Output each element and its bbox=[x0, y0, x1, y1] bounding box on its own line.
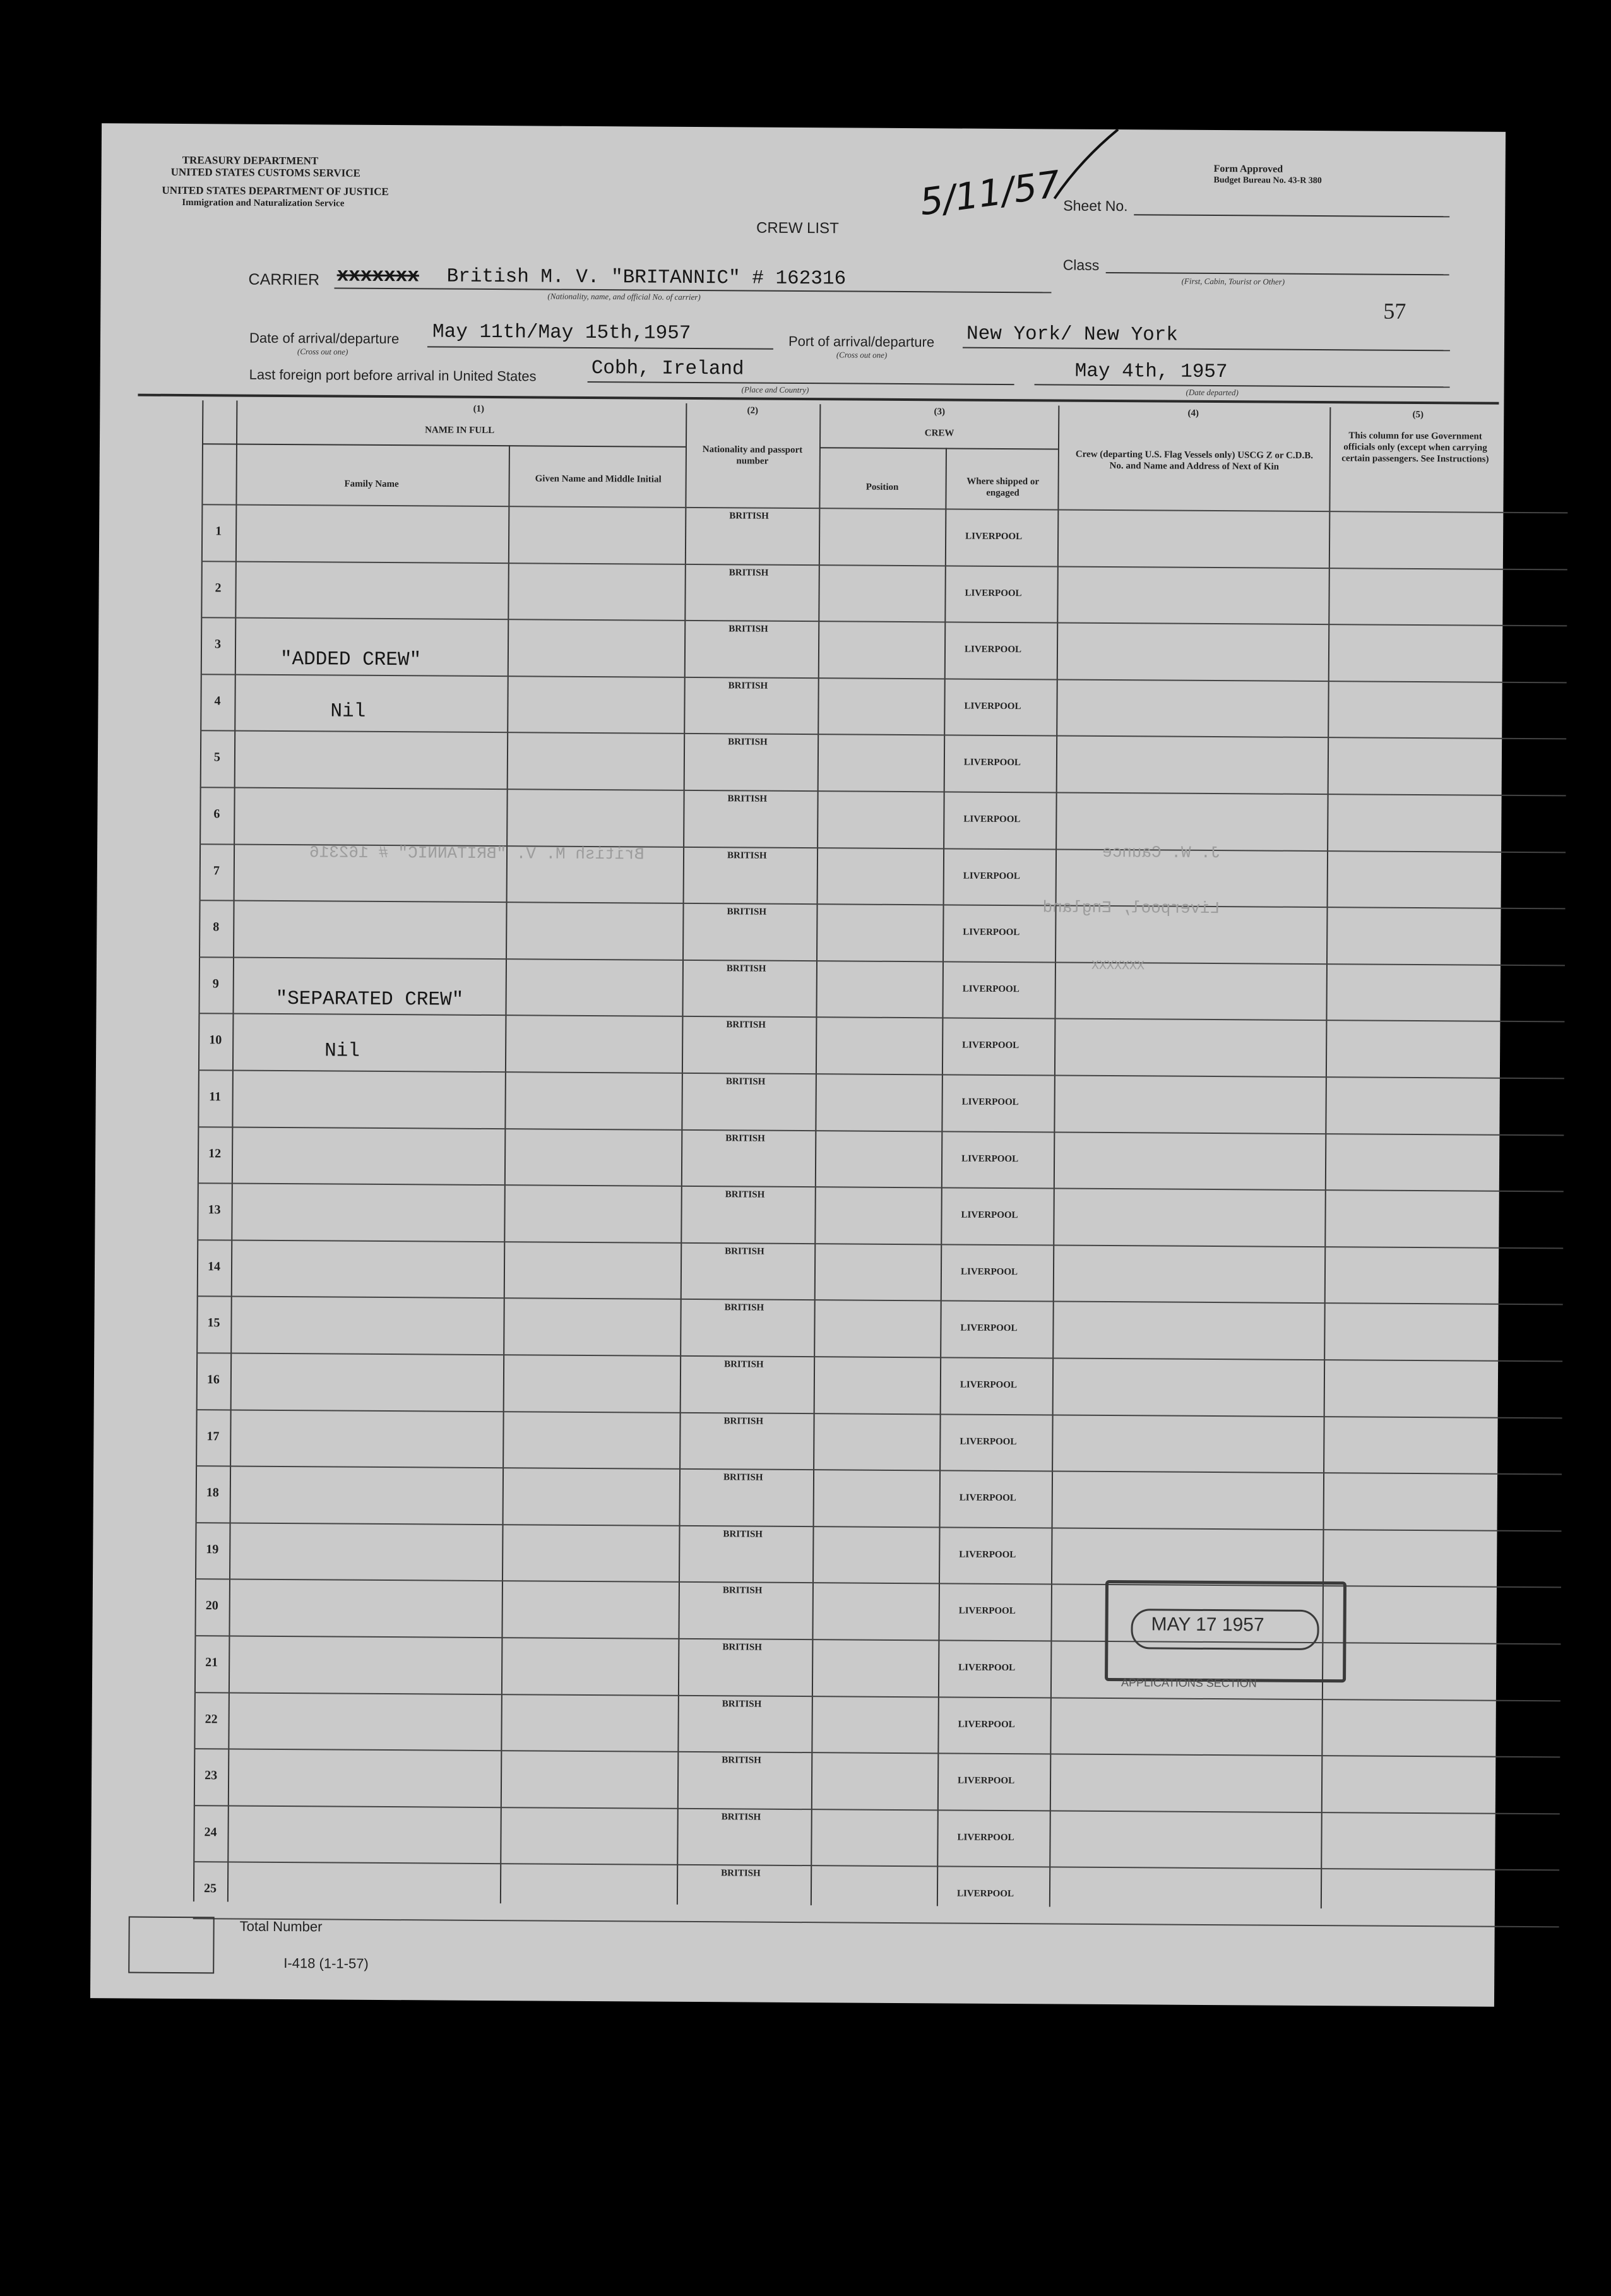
row-rule bbox=[196, 1409, 1562, 1419]
row-rule bbox=[199, 900, 1566, 909]
row-rule bbox=[195, 1578, 1561, 1588]
separated-crew-note: "SEPARATED CREW" bbox=[275, 987, 464, 1011]
row-rule bbox=[196, 1465, 1562, 1475]
nationality-cell: BRITISH bbox=[728, 681, 768, 691]
port-value: New York/ New York bbox=[966, 323, 1179, 347]
nationality-cell: BRITISH bbox=[727, 794, 768, 804]
sheet-no-line bbox=[1134, 214, 1449, 217]
row-number: 23 bbox=[205, 1768, 218, 1783]
where-shipped-cell: LIVERPOOL bbox=[964, 644, 1022, 655]
row-number: 21 bbox=[205, 1655, 218, 1670]
where-shipped-cell: LIVERPOOL bbox=[963, 927, 1020, 938]
col3a-position: Position bbox=[865, 482, 899, 492]
row-number: 3 bbox=[214, 637, 222, 651]
class-label: Class bbox=[1062, 256, 1100, 273]
nationality-cell: BRITISH bbox=[727, 850, 767, 861]
where-shipped-cell: LIVERPOOL bbox=[962, 984, 1020, 994]
dept-line-4: Immigration and Naturalization Service bbox=[182, 198, 345, 209]
row-rule bbox=[196, 1522, 1562, 1532]
date-departed-value: May 4th, 1957 bbox=[1074, 360, 1228, 384]
subhead-rule-3 bbox=[819, 447, 1058, 449]
row-number: 20 bbox=[205, 1598, 218, 1613]
row-number: 7 bbox=[213, 863, 220, 877]
row-rule bbox=[197, 1295, 1563, 1305]
col4-number: (4) bbox=[1187, 408, 1199, 419]
stamp-date: MAY 17 1957 bbox=[1151, 1614, 1264, 1636]
nationality-cell: BRITISH bbox=[723, 1472, 763, 1483]
row-rule bbox=[194, 1748, 1560, 1758]
nationality-cell: BRITISH bbox=[724, 1302, 764, 1314]
col5-number: (5) bbox=[1412, 409, 1424, 420]
nationality-cell: BRITISH bbox=[722, 1755, 761, 1766]
row-number: 1 bbox=[215, 524, 222, 538]
added-crew-note: "ADDED CREW" bbox=[280, 648, 422, 672]
row-number: 10 bbox=[209, 1033, 222, 1047]
nationality-cell: BRITISH bbox=[729, 511, 769, 521]
crew-list-form bbox=[90, 123, 1506, 2007]
bleed-name-text: J. W. Caunce bbox=[1102, 842, 1221, 863]
separated-crew-nil: Nil bbox=[324, 1040, 360, 1062]
row-rule bbox=[198, 1069, 1564, 1079]
row-rule bbox=[201, 617, 1567, 626]
row-rule bbox=[201, 561, 1567, 570]
class-line bbox=[1106, 272, 1449, 275]
row-rule bbox=[200, 730, 1566, 739]
col3-number: (3) bbox=[934, 407, 946, 417]
row-number: 11 bbox=[209, 1090, 222, 1104]
last-port-hint: (Place and Country) bbox=[741, 384, 809, 395]
bleed-carrier-text: British M. V. "BRITANNIC" # 162316 bbox=[309, 843, 645, 864]
col-line-2 bbox=[500, 445, 510, 1903]
where-shipped-cell: LIVERPOOL bbox=[965, 588, 1022, 598]
port-hint: (Cross out one) bbox=[836, 350, 888, 360]
row-number: 14 bbox=[207, 1259, 221, 1274]
form-title: CREW LIST bbox=[756, 219, 839, 237]
col3b-where-shipped: Where shipped or engaged bbox=[966, 476, 1040, 499]
dept-line-2: UNITED STATES CUSTOMS SERVICE bbox=[170, 165, 360, 179]
row-number: 18 bbox=[206, 1485, 219, 1500]
row-number: 15 bbox=[207, 1316, 220, 1330]
nationality-cell: BRITISH bbox=[722, 1585, 763, 1597]
col-line-3 bbox=[677, 403, 687, 1905]
arrival-date-line bbox=[427, 346, 773, 349]
row-rule bbox=[193, 1861, 1559, 1871]
where-shipped-cell: LIVERPOOL bbox=[957, 1832, 1014, 1843]
budget-bureau: Budget Bureau No. 43-R 380 bbox=[1213, 175, 1322, 186]
where-shipped-cell: LIVERPOOL bbox=[959, 1549, 1016, 1560]
carrier-label: CARRIER bbox=[248, 270, 320, 289]
where-shipped-cell: LIVERPOOL bbox=[958, 1605, 1016, 1617]
handwritten-date: 5/11/57 bbox=[917, 162, 1063, 224]
col1a-family-name: Family Name bbox=[344, 479, 399, 490]
where-shipped-cell: LIVERPOOL bbox=[963, 871, 1020, 881]
where-shipped-cell: LIVERPOOL bbox=[960, 1266, 1018, 1277]
nationality-cell: BRITISH bbox=[728, 624, 768, 634]
row-rule bbox=[197, 1239, 1563, 1249]
row-rule bbox=[194, 1805, 1560, 1814]
carrier-hint: (Nationality, name, and official No. of carrier) bbox=[547, 291, 701, 302]
nationality-cell: BRITISH bbox=[721, 1868, 761, 1879]
sheet-no-label: Sheet No. bbox=[1063, 197, 1128, 215]
col-line-5 bbox=[937, 448, 947, 1906]
where-shipped-cell: LIVERPOOL bbox=[963, 757, 1021, 768]
dept-line-3: UNITED STATES DEPARTMENT OF JUSTICE bbox=[162, 184, 389, 198]
where-shipped-cell: LIVERPOOL bbox=[964, 701, 1021, 711]
where-shipped-cell: LIVERPOOL bbox=[960, 1436, 1017, 1447]
row-rule bbox=[200, 787, 1566, 796]
where-shipped-cell: LIVERPOOL bbox=[960, 1323, 1018, 1334]
row-rule bbox=[198, 1013, 1564, 1022]
col1b-given-name: Given Name and Middle Initial bbox=[535, 473, 662, 485]
row-number: 12 bbox=[208, 1146, 222, 1161]
row-number: 9 bbox=[212, 977, 219, 991]
nationality-cell: BRITISH bbox=[725, 1076, 766, 1087]
where-shipped-cell: LIVERPOOL bbox=[956, 1888, 1014, 1900]
row-number: 4 bbox=[214, 694, 221, 708]
arrival-date-hint: (Cross out one) bbox=[297, 347, 348, 357]
row-rule bbox=[194, 1635, 1560, 1645]
form-approved: Form Approved bbox=[1213, 163, 1283, 175]
row-rule bbox=[193, 1918, 1559, 1927]
col-line-4 bbox=[811, 404, 821, 1905]
row-number: 5 bbox=[213, 750, 221, 764]
nationality-cell: BRITISH bbox=[722, 1698, 762, 1710]
row-number: 17 bbox=[206, 1429, 220, 1444]
row-rule bbox=[201, 674, 1567, 683]
where-shipped-cell: LIVERPOOL bbox=[961, 1153, 1019, 1164]
nationality-cell: BRITISH bbox=[721, 1812, 761, 1823]
nationality-cell: BRITISH bbox=[725, 1246, 764, 1257]
row-number: 24 bbox=[204, 1825, 217, 1840]
where-shipped-cell: LIVERPOOL bbox=[961, 1210, 1018, 1221]
col1-title: NAME IN FULL bbox=[425, 425, 495, 436]
nationality-cell: BRITISH bbox=[725, 1189, 765, 1200]
nationality-cell: BRITISH bbox=[726, 963, 766, 974]
table-top-rule bbox=[138, 394, 1499, 405]
where-shipped-cell: LIVERPOOL bbox=[958, 1719, 1015, 1730]
bleed-address-text: Liverpool, England bbox=[1042, 898, 1220, 919]
form-number: I-418 (1-1-57) bbox=[283, 1955, 369, 1972]
where-shipped-cell: LIVERPOOL bbox=[960, 1379, 1017, 1391]
bleed-x-text: XXXXXXX bbox=[1091, 958, 1145, 974]
carrier-struck: xxxxxxx bbox=[336, 265, 419, 288]
col-line-6 bbox=[1049, 405, 1060, 1906]
where-shipped-cell: LIVERPOOL bbox=[961, 1097, 1019, 1108]
nationality-cell: BRITISH bbox=[728, 737, 768, 748]
col1-number: (1) bbox=[473, 403, 485, 414]
arrival-date-value: May 11th/May 15th,1957 bbox=[432, 321, 691, 345]
row-rule bbox=[198, 1182, 1564, 1192]
row-number: 13 bbox=[208, 1203, 221, 1217]
where-shipped-cell: LIVERPOOL bbox=[963, 814, 1021, 825]
subhead-rule-1 bbox=[202, 443, 686, 448]
col2-number: (2) bbox=[747, 405, 759, 416]
added-crew-nil: Nil bbox=[330, 700, 366, 723]
handwritten-stroke bbox=[1048, 122, 1124, 205]
row-number: 8 bbox=[213, 920, 220, 934]
class-hint: (First, Cabin, Tourist or Other) bbox=[1181, 276, 1285, 287]
where-shipped-cell: LIVERPOOL bbox=[958, 1662, 1016, 1674]
row-number: 16 bbox=[206, 1372, 220, 1387]
total-number-label: Total Number bbox=[239, 1918, 323, 1935]
nationality-cell: BRITISH bbox=[727, 907, 767, 917]
nationality-cell: BRITISH bbox=[725, 1133, 765, 1144]
nationality-cell: BRITISH bbox=[726, 1020, 766, 1031]
where-shipped-cell: LIVERPOOL bbox=[959, 1492, 1016, 1504]
nationality-cell: BRITISH bbox=[728, 567, 769, 578]
where-shipped-cell: LIVERPOOL bbox=[962, 1040, 1020, 1051]
last-port-value: Cobh, Ireland bbox=[591, 357, 744, 381]
date-departed-line bbox=[1035, 384, 1450, 388]
row-rule bbox=[201, 504, 1567, 513]
row-rule bbox=[196, 1352, 1562, 1362]
row-number: 6 bbox=[213, 807, 220, 821]
row-number: 2 bbox=[215, 580, 222, 595]
nationality-cell: BRITISH bbox=[722, 1642, 762, 1653]
port-label: Port of arrival/departure bbox=[788, 333, 935, 350]
nationality-cell: BRITISH bbox=[724, 1359, 764, 1370]
last-port-label: Last foreign port before arrival in United States bbox=[249, 366, 537, 384]
received-stamp bbox=[1105, 1580, 1346, 1682]
row-number: 22 bbox=[205, 1711, 218, 1726]
row-rule bbox=[199, 956, 1565, 966]
col-line-7 bbox=[1321, 407, 1331, 1908]
carrier-value: British M. V. "BRITANNIC" # 162316 bbox=[446, 265, 847, 290]
nationality-cell: BRITISH bbox=[723, 1415, 764, 1427]
nationality-cell: BRITISH bbox=[723, 1529, 763, 1540]
col2-title: Nationality and passport number bbox=[702, 444, 803, 467]
dept-line-1: TREASURY DEPARTMENT bbox=[182, 154, 319, 167]
arrival-date-label: Date of arrival/departure bbox=[249, 330, 400, 347]
where-shipped-cell: LIVERPOOL bbox=[958, 1775, 1015, 1787]
where-shipped-cell: LIVERPOOL bbox=[965, 531, 1023, 542]
stamp-section: APPLICATIONS SECTION bbox=[1121, 1676, 1257, 1690]
row-rule bbox=[194, 1692, 1560, 1701]
port-line bbox=[963, 347, 1450, 352]
total-number-box bbox=[128, 1917, 215, 1974]
page-number: 57 bbox=[1383, 298, 1406, 324]
col5-title: This column for use Government officials only (except when carrying certain passengers. See Instructions) bbox=[1341, 431, 1489, 465]
col3-title: CREW bbox=[924, 428, 954, 439]
row-rule bbox=[198, 1126, 1564, 1136]
row-number: 19 bbox=[206, 1542, 219, 1557]
col4-title: Crew (departing U.S. Flag Vessels only) USCG Z or C.D.B. No. and Name and Address of Next of Kin bbox=[1075, 449, 1314, 472]
row-number: 25 bbox=[203, 1881, 217, 1896]
date-departed-hint: (Date departed) bbox=[1186, 387, 1239, 398]
